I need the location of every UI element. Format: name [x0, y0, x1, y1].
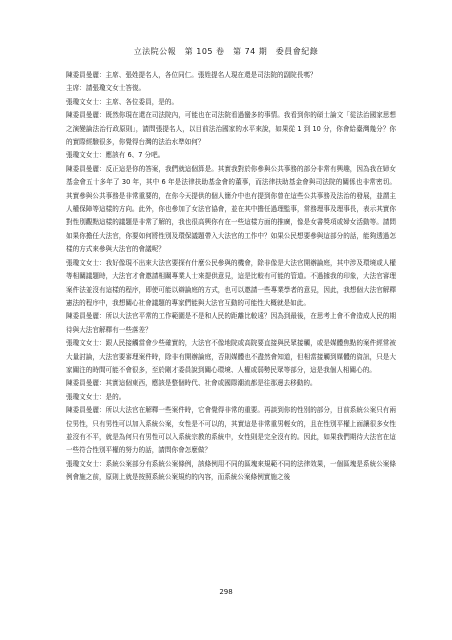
page-number: 298	[219, 588, 233, 596]
paragraph: 陳委員曼麗：既然你現在還在司法院內，可能也在司法院看過蠻多的事情。我看到你的碩士論文「從法治國家思想之演變論法治行政原則」，請問張提名人，以目前法治國家的水平來說，如果從 1 到 10 分，你會給臺灣幾分？你的實際經驗很多，你覺得台灣的法治水準如何？	[66, 111, 396, 147]
paragraph: 主席：請張瓊文女士答復。	[66, 84, 146, 93]
paragraph: 張瓊文女士：主席、各位委員，是的。	[66, 97, 179, 106]
paragraph: 張瓊文女士：系統公案部分有系統公案條例，該條例用不同的區塊來規範不同的法律效果，一個區塊是系統公案條例會施之前，原則上就是按照系統公案規約的內容，而系統公案條例實施之後	[66, 459, 396, 482]
paragraph: 陳委員曼麗：其實這個東西，應該是整個時代、社會或國際潮流都是往那邊去移動的。	[66, 379, 317, 388]
paragraph: 張瓊文女士：應該有 6、7 分吧。	[66, 151, 165, 160]
paragraph: 張瓊文女士：跟人民接觸當會少些確實的，大法官不像地院或高院要直接與民眾接觸，或是媒體焦點的案件經常被大量討論，大法官要審理案件時，除非有開辦論庭，否則媒體也不盡然會知道，但相當接觸到媒體的資訊，只是大家關注的時間可能不會很多，至於剛才委員說到關心環境、人權或弱勢民眾等部分，這是我個人相關心的。	[66, 339, 396, 374]
paragraph: 陳委員曼麗：所以大法官在解釋一些案件時，它會覺得非常的重要。再談到你的性別的部分，目前系統公案只有兩位男性，只有男性可以加入系統公案，女性是不可以的，其實這是非常重男輕女的，且在性別平權上面讓很多女性並沒有不平，就是為何只有男性可以入系統宗教的系統中，女性則是完全沒有的。因此，如果我們期待大法官在這一些符合性別平權的努力的話，請問你會怎麼做？	[66, 406, 396, 455]
page-header: 立法院公報 第 105 卷 第 74 期 委員會紀錄	[133, 47, 319, 56]
paragraph: 張瓊文女士：是的。	[66, 392, 126, 401]
paragraph: 陳委員曼麗：所以大法官平常的工作範圍是不是和人民的距離比較遠？因為到最後，在思考上會不會造成人民的期待與大法官解釋有一些落差？	[66, 312, 396, 334]
transcript-body	[66, 69, 396, 485]
paragraph: 陳委員曼麗：主席、張姓提名人，各位同仁。張姓提名人現在還是司法院的副院長嗎？	[66, 71, 317, 79]
paragraph: 陳委員曼麗：反正這是你的答案，我們就這個算是。其實我對於你參與公共事務的部分非常有興趣，因為我在婦女基金會五十多年了 30 年，其中 6 年是法律扶助基金會的董事，而法律扶助基金會與司法院的關係也非常密切。其實參與公共事務是非常重要的，在你今天提供的個人簡介中也有提到你曾在這些公共事務及法治的發展，並謂主人權保障等這樣的方向。此外，你也參加了女法官協會，並在其中擔任過理監事，常務理事及理事長，表示其實你對性別觀點這樣的議題是非常了解的，我也很高興你有在一些這樣方面的推廣，像是女書獎項或婦女活動等。請問如果你擔任大法官，你要如何將性別及環保議題帶入大法官的工作中？如果公民想要參與這部分的話，能夠透過怎樣的方式來參與大法官的會議呢？	[66, 164, 396, 254]
paragraph: 張瓊文女士：我好像現不出來大法官要探有什麼公民參與的機會，除非像是大法官開辦論庭，其中涉及環境或人權等相關議題時，大法官才會邀請相關專業人士來提供意見，這是比較有可能的管道。不過據我的印象，大法官審理案件法並沒有這樣的程序，即使可能以辯論庭的方式，也可以邀請一些專業學者的意見，因此，我想個大法官解釋憲法的程序中，我想關心社會議題的專家們能與大法官互動的可能性大概就是如此。	[66, 258, 396, 307]
